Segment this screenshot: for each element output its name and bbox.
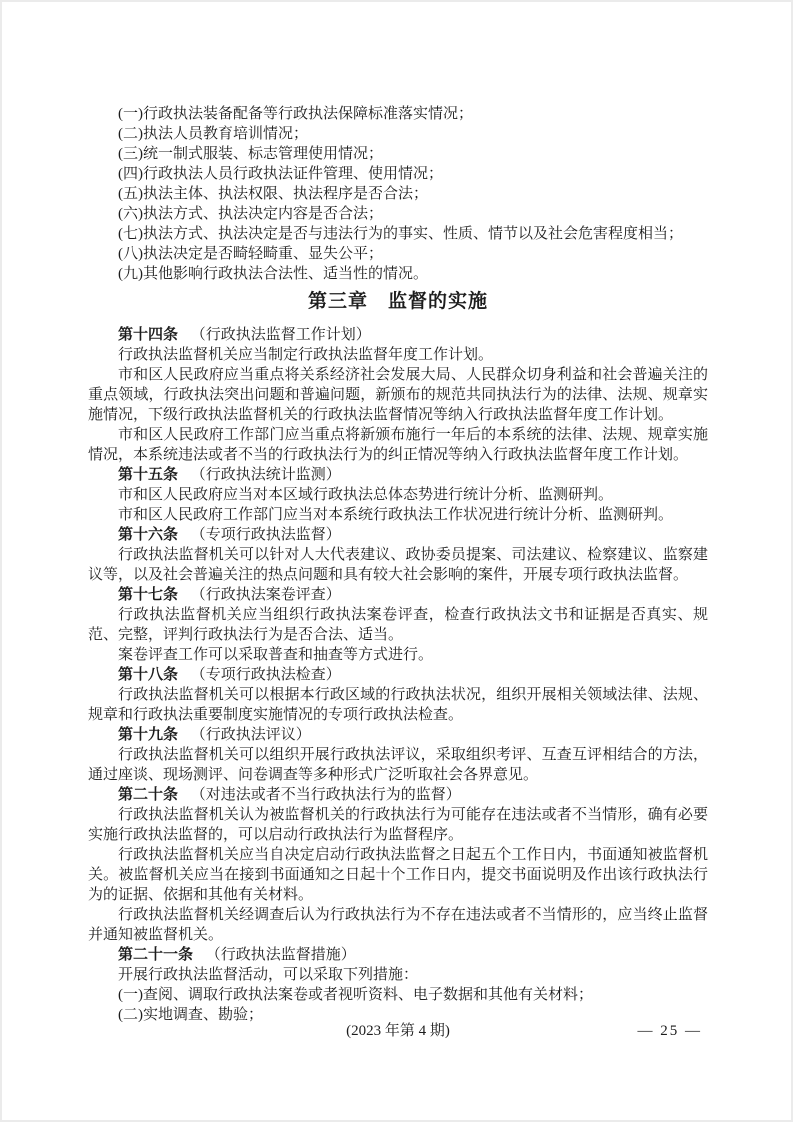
article-paragraph: 市和区人民政府应当对本区域行政执法总体态势进行统计分析、监测研判。 (118, 487, 614, 503)
inspection-item: (二)执法人员教育培训情况； (118, 126, 308, 142)
article-heading (88, 945, 708, 965)
article-title: （专项行政执法监督） (190, 527, 341, 543)
article-title: （对违法或者不当行政执法行为的监督） (190, 787, 461, 803)
article-number: 第十四条 (118, 327, 179, 343)
article-paragraph: 行政执法监督机关应当自决定启动行政执法监督之日起五个工作日内，书面通知被监督机关。被监督机关应当在接到书面通知之日起十个工作日内，提交书面说明及作出该行政执法行为的证据、依据和其他有关材料。 (88, 847, 708, 903)
document-content (88, 104, 708, 1025)
article-paragraph: 行政执法监督机关可以组织开展行政执法评议，采取组织考评、互查互评相结合的方法，通过座谈、现场测评、问卷调查等多种形式广泛听取社会各界意见。 (88, 747, 708, 783)
article-number: 第十九条 (118, 727, 179, 743)
article-heading (88, 585, 708, 605)
article-title: （行政执法统计监测） (190, 467, 341, 483)
article-number: 第二十条 (118, 787, 179, 803)
article-21 (88, 945, 708, 1025)
chapter-heading: 第三章 监督的实施 (307, 291, 488, 312)
article-title: （行政执法监督措施） (205, 947, 356, 963)
article-18 (88, 665, 708, 725)
article-15 (88, 465, 708, 525)
article-paragraph: 案卷评查工作可以采取普查和抽查等方式进行。 (118, 647, 434, 663)
article-heading (88, 325, 708, 345)
article-paragraph: (一)查阅、调取行政执法案卷或者视听资料、电子数据和其他有关材料； (118, 987, 593, 1003)
article-title: （行政执法案卷评查） (190, 587, 341, 603)
article-heading (88, 785, 708, 805)
article-paragraph: 市和区人民政府工作部门应当重点将新颁布施行一年后的本系统的法律、法规、规章实施情况，本系统违法或者不当的行政执法行为的纠正情况等纳入行政执法监督年度工作计划。 (88, 427, 708, 463)
inspection-item: (七)执法方式、执法决定是否与违法行为的事实、性质、情节以及社会危害程度相当； (118, 226, 683, 242)
article-20 (88, 785, 708, 945)
article-number: 第十八条 (118, 667, 179, 683)
article-paragraph: (二)实地调查、勘验； (118, 1007, 263, 1023)
article-heading (88, 465, 708, 485)
article-paragraph: 开展行政执法监督活动，可以采取下列措施： (118, 967, 419, 983)
article-heading (88, 725, 708, 745)
article-paragraph: 行政执法监督机关应当制定行政执法监督年度工作计划。 (118, 347, 494, 363)
article-paragraph: 市和区人民政府应当重点将关系经济社会发展大局、人民群众切身利益和社会普遍关注的重点领域，行政执法突出问题和普遍问题，新颁布的规范共同执法行为的法律、法规、规章实施情况，下级行政执法监督机关的行政执法监督情况等纳入行政执法监督年度工作计划。 (88, 367, 708, 423)
article-title: （专项行政执法检查） (190, 667, 341, 683)
article-paragraph: 行政执法监督机关经调查后认为行政执法行为不存在违法或者不当情形的，应当终止监督并通知被监督机关。 (88, 907, 708, 943)
page-number: — 25 — (637, 1023, 702, 1039)
article-paragraph: 行政执法监督机关认为被监督机关的行政执法行为可能存在违法或者不当情形，确有必要实施行政执法监督的，可以启动行政执法行为监督程序。 (88, 807, 708, 843)
inspection-item: (五)执法主体、执法权限、执法程序是否合法； (118, 186, 428, 202)
article-title: （行政执法监督工作计划） (190, 327, 371, 343)
article-14 (88, 325, 708, 465)
page-footer (88, 1021, 708, 1041)
article-19 (88, 725, 708, 785)
inspection-item: (八)执法决定是否畸轻畸重、显失公平； (118, 246, 383, 262)
inspection-item: (九)其他影响行政执法合法性、适当性的情况。 (118, 266, 428, 282)
article-heading (88, 665, 708, 685)
article-number: 第十六条 (118, 527, 179, 543)
issue-label: (2023 年第 4 期) (346, 1023, 450, 1039)
article-number: 第十五条 (118, 467, 179, 483)
article-number: 第二十一条 (118, 947, 194, 963)
article-paragraph: 行政执法监督机关可以根据本行政区域的行政执法状况，组织开展相关领域法律、法规、规章和行政执法重要制度实施情况的专项行政执法检查。 (88, 687, 708, 723)
article-heading (88, 525, 708, 545)
article-title: （行政执法评议） (190, 727, 311, 743)
inspection-item: (六)执法方式、执法决定内容是否合法； (118, 206, 383, 222)
article-paragraph: 行政执法监督机关应当组织行政执法案卷评查，检查行政执法文书和证据是否真实、规范、完整，评判行政执法行为是否合法、适当。 (88, 607, 708, 643)
article-paragraph: 市和区人民政府工作部门应当对本系统行政执法工作状况进行统计分析、监测研判。 (118, 507, 674, 523)
article-number: 第十七条 (118, 587, 179, 603)
article-17 (88, 585, 708, 665)
article-paragraph: 行政执法监督机关可以针对人大代表建议、政协委员提案、司法建议、检察建议、监察建议等，以及社会普遍关注的热点问题和具有较大社会影响的案件，开展专项行政执法监督。 (88, 547, 708, 583)
inspection-item: (三)统一制式服装、标志管理使用情况； (118, 146, 383, 162)
inspection-item: (一)行政执法装备配备等行政执法保障标准落实情况； (118, 106, 473, 122)
article-16 (88, 525, 708, 585)
inspection-item: (四)行政执法人员行政执法证件管理、使用情况； (118, 166, 443, 182)
